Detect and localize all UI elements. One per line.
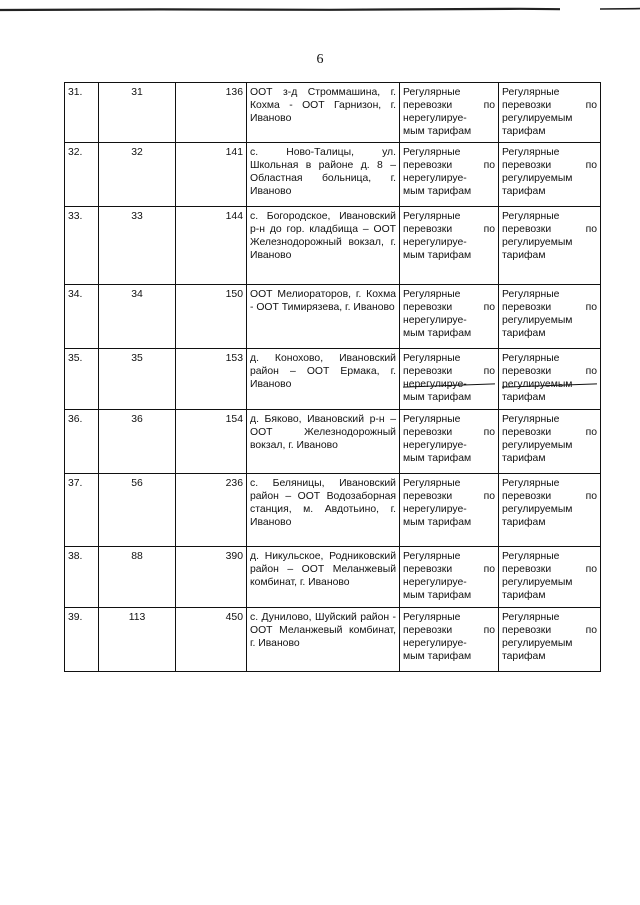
transport-type-cell (400, 410, 499, 474)
transport-type-line: нерегулируе- (403, 638, 467, 649)
transport-type-line: тарифам (502, 328, 546, 339)
transport-type-cell (400, 349, 499, 410)
route-path-cell: с. Ново-Талицы, ул. Школьная в районе д. 8 – Областная больница, г. Иваново (247, 143, 400, 207)
table-row (65, 285, 601, 349)
row-number-cell: 32. (65, 143, 99, 207)
transport-type-line: Регулярные (403, 414, 461, 425)
transport-type-line: Регулярные (403, 551, 461, 562)
transport-type-line: мым тарифам (403, 250, 472, 261)
transport-type-line: тарифам (502, 392, 546, 403)
transport-type-line: мым тарифам (403, 328, 472, 339)
table-row (65, 207, 601, 285)
transport-type-line: Регулярные (403, 289, 461, 300)
registry-number-cell: 236 (176, 474, 247, 547)
transport-type-line: перевозки по (502, 366, 597, 377)
transport-type-line: перевозки по (502, 427, 597, 438)
route-number-cell: 32 (99, 143, 176, 207)
registry-number-cell: 153 (176, 349, 247, 410)
transport-type-line: перевозки по (403, 427, 495, 438)
transport-type-line: тарифам (502, 186, 546, 197)
registry-number-cell: 136 (176, 83, 247, 143)
transport-type-line: регулируемым (502, 173, 573, 184)
transport-type-line: перевозки по (502, 100, 597, 111)
transport-type-line: мым тарифам (403, 651, 472, 662)
transport-type-line: тарифам (502, 517, 546, 528)
route-number-cell: 113 (99, 608, 176, 672)
transport-type-line: регулируемым (502, 315, 573, 326)
route-path-cell: ООТ з-д Строммашина, г. Кохма - ООТ Гарнизон, г. Иваново (247, 83, 400, 143)
transport-type-line: перевозки по (403, 100, 495, 111)
transport-type-line: регулируемым (502, 113, 573, 124)
transport-type-line: перевозки по (403, 302, 495, 313)
route-path-cell: ООТ Мелиораторов, г. Кохма - ООТ Тимирязева, г. Иваново (247, 285, 400, 349)
row-number-cell: 34. (65, 285, 99, 349)
transport-type-line: Регулярные (502, 612, 560, 623)
transport-type-line: тарифам (502, 453, 546, 464)
row-number-cell: 31. (65, 83, 99, 143)
transport-type-new-cell (499, 410, 601, 474)
transport-type-line: перевозки по (502, 491, 597, 502)
transport-type-line: перевозки по (403, 625, 495, 636)
route-number-cell: 35 (99, 349, 176, 410)
transport-type-line: Регулярные (502, 353, 560, 364)
transport-type-line: мым тарифам (403, 186, 472, 197)
transport-type-line: перевозки по (502, 302, 597, 313)
route-path-cell: д. Конохово, Ивановский район – ООТ Ермака, г. Иваново (247, 349, 400, 410)
transport-type-new-cell (499, 83, 601, 143)
table-row (65, 410, 601, 474)
transport-type-line: мым тарифам (403, 392, 472, 403)
transport-type-cell (400, 608, 499, 672)
transport-type-line: тарифам (502, 126, 546, 137)
transport-type-line: нерегулируе- (403, 315, 467, 326)
struck-through-text: регулируемым (502, 378, 597, 391)
transport-type-line: Регулярные (403, 478, 461, 489)
transport-type-new-cell (499, 285, 601, 349)
registry-number-cell: 390 (176, 547, 247, 608)
transport-type-line: Регулярные (403, 612, 461, 623)
registry-number-cell: 150 (176, 285, 247, 349)
transport-type-line: Регулярные (403, 147, 461, 158)
struck-through-text: нерегулируе- (403, 378, 495, 391)
transport-type-cell (400, 474, 499, 547)
transport-type-line: тарифам (502, 250, 546, 261)
registry-number-cell: 154 (176, 410, 247, 474)
transport-type-new-cell (499, 207, 601, 285)
transport-type-cell (400, 547, 499, 608)
transport-type-line: тарифам (502, 651, 546, 662)
row-number-cell: 37. (65, 474, 99, 547)
route-number-cell: 56 (99, 474, 176, 547)
transport-type-line: регулируемым (502, 638, 573, 649)
transport-type-line: нерегулируе- (403, 237, 467, 248)
transport-type-line: перевозки по (502, 160, 597, 171)
registry-number-cell: 450 (176, 608, 247, 672)
route-path-cell: с. Дунилово, Шуйский район - ООТ Меланжевый комбинат, г. Иваново (247, 608, 400, 672)
table-row (65, 349, 601, 410)
transport-type-line: Регулярные (502, 87, 560, 98)
routes-table (64, 82, 601, 672)
transport-type-line: перевозки по (403, 564, 495, 575)
transport-type-new-cell (499, 143, 601, 207)
route-path-cell: д. Никульское, Родниковский район – ООТ Меланжевый комбинат, г. Иваново (247, 547, 400, 608)
table-row (65, 474, 601, 547)
transport-type-new-cell (499, 474, 601, 547)
transport-type-line: нерегулируе- (403, 577, 467, 588)
row-number-cell: 35. (65, 349, 99, 410)
transport-type-line: Регулярные (502, 211, 560, 222)
transport-type-line: мым тарифам (403, 517, 472, 528)
table-row (65, 143, 601, 207)
route-path-cell: д. Бяково, Ивановский р-н – ООТ Железнодорожный вокзал, г. Иваново (247, 410, 400, 474)
transport-type-line: регулируемым (502, 577, 573, 588)
transport-type-line: мым тарифам (403, 453, 472, 464)
page-number: 6 (316, 52, 324, 67)
transport-type-cell (400, 83, 499, 143)
transport-type-line: Регулярные (502, 147, 560, 158)
transport-type-cell (400, 143, 499, 207)
route-path-cell: с. Беляницы, Ивановский район – ООТ Водозаборная станция, м. Авдотьино, г. Иваново (247, 474, 400, 547)
row-number-cell: 39. (65, 608, 99, 672)
registry-number-cell: 141 (176, 143, 247, 207)
transport-type-line: тарифам (502, 590, 546, 601)
table-row (65, 547, 601, 608)
transport-type-line: перевозки по (502, 224, 597, 235)
route-path-cell: с. Богородское, Ивановский р-н до гор. кладбища – ООТ Железнодорожный вокзал, г. Иваново (247, 207, 400, 285)
route-number-cell: 34 (99, 285, 176, 349)
transport-type-line: перевозки по (403, 491, 495, 502)
transport-type-new-cell (499, 608, 601, 672)
row-number-cell: 38. (65, 547, 99, 608)
route-number-cell: 88 (99, 547, 176, 608)
route-number-cell: 36 (99, 410, 176, 474)
scan-top-edge-line (0, 6, 640, 12)
transport-type-line: нерегулируе- (403, 440, 467, 451)
route-number-cell: 31 (99, 83, 176, 143)
transport-type-line: мым тарифам (403, 590, 472, 601)
row-number-cell: 33. (65, 207, 99, 285)
transport-type-line: нерегулируе- (403, 504, 467, 515)
transport-type-line: перевозки по (403, 224, 495, 235)
transport-type-line: регулируемым (502, 440, 573, 451)
transport-type-line: нерегулируе- (403, 173, 467, 184)
transport-type-line: Регулярные (403, 211, 461, 222)
transport-type-line: мым тарифам (403, 126, 472, 137)
transport-type-line: регулируемым (502, 237, 573, 248)
table-row (65, 608, 601, 672)
transport-type-cell (400, 207, 499, 285)
transport-type-line: перевозки по (502, 625, 597, 636)
transport-type-line: Регулярные (502, 551, 560, 562)
transport-type-line: Регулярные (502, 478, 560, 489)
transport-type-line: перевозки по (502, 564, 597, 575)
transport-type-line: Регулярные (403, 353, 461, 364)
transport-type-line: нерегулируе- (403, 113, 467, 124)
registry-number-cell: 144 (176, 207, 247, 285)
route-number-cell: 33 (99, 207, 176, 285)
row-number-cell: 36. (65, 410, 99, 474)
transport-type-line: Регулярные (502, 414, 560, 425)
table-row (65, 83, 601, 143)
transport-type-new-cell (499, 349, 601, 410)
transport-type-line: перевозки по (403, 366, 495, 377)
transport-type-line: перевозки по (403, 160, 495, 171)
transport-type-line: регулируемым (502, 504, 573, 515)
transport-type-new-cell (499, 547, 601, 608)
transport-type-cell (400, 285, 499, 349)
transport-type-line: Регулярные (403, 87, 461, 98)
transport-type-line: Регулярные (502, 289, 560, 300)
